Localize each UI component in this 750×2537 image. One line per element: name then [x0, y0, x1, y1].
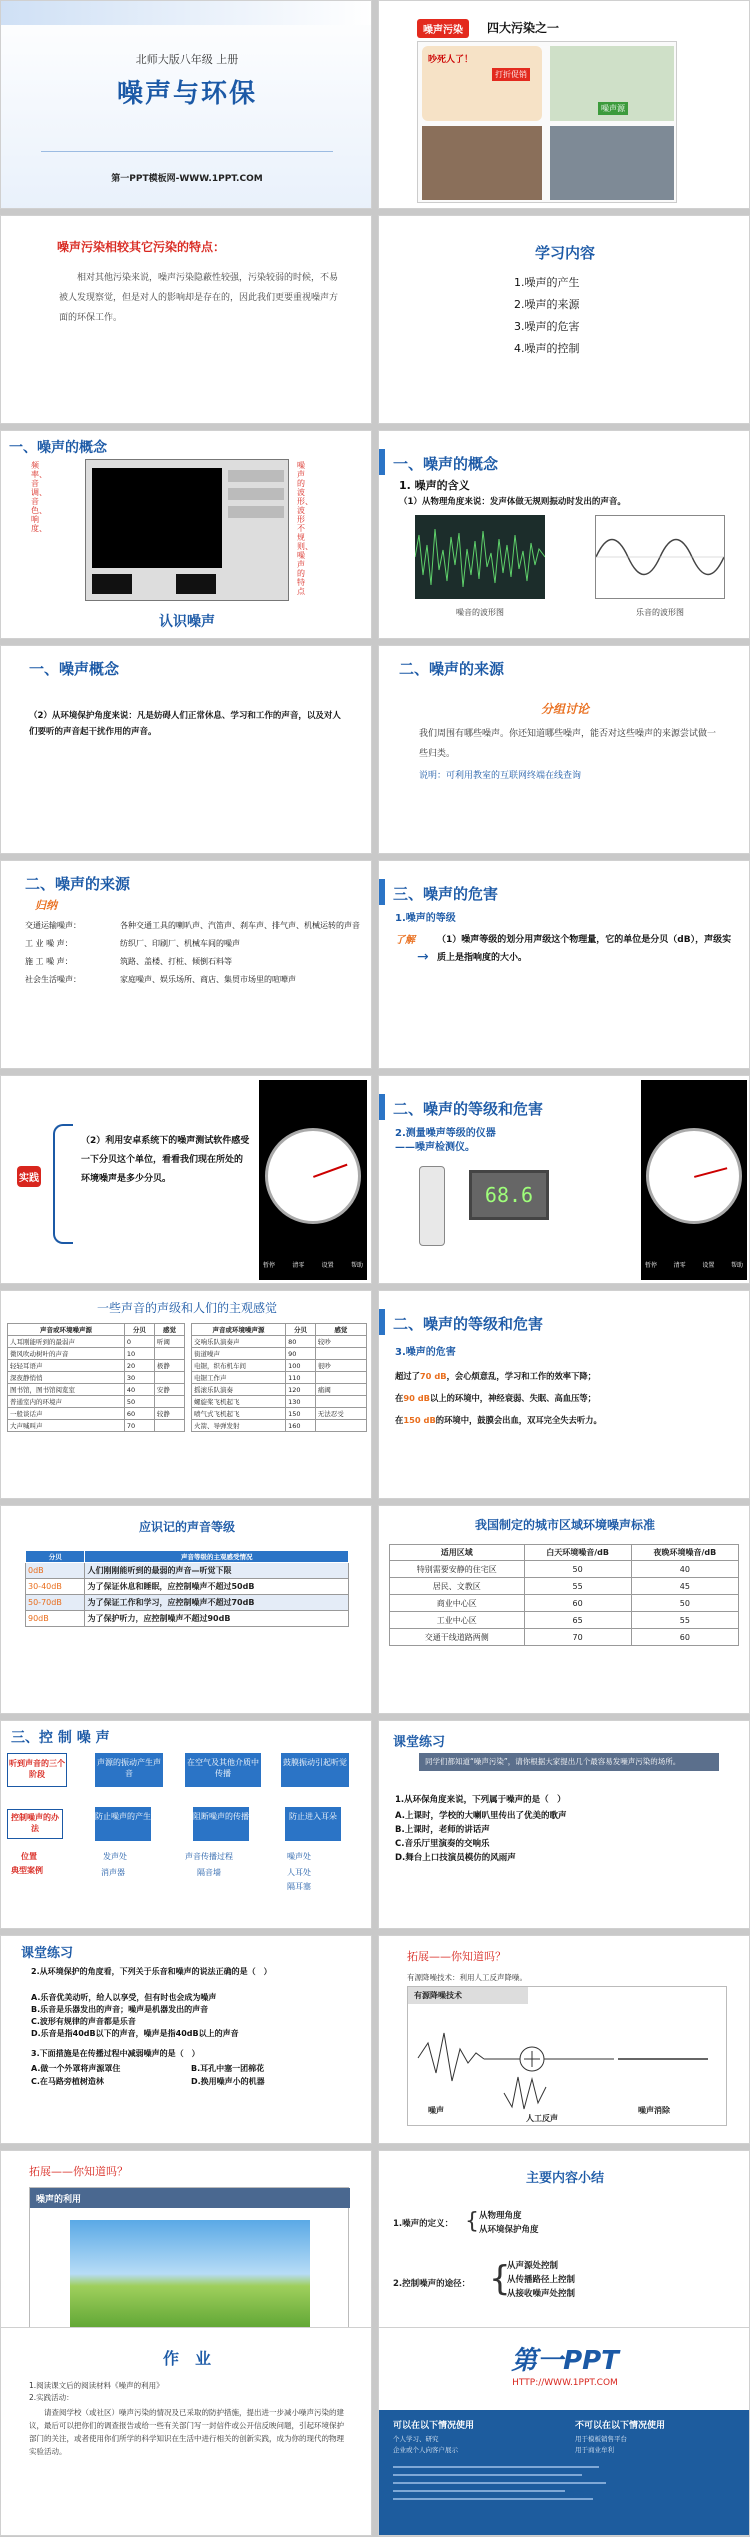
contents-item: 4.噪声的控制: [514, 342, 580, 355]
contents-list: [514, 272, 580, 360]
option[interactable]: C.在马路旁植树造林: [31, 2077, 104, 2086]
section-heading: 三、噪声的危害: [393, 885, 499, 903]
position-value: 噪声处: [287, 1852, 311, 1861]
slide-concept-3: [0, 645, 372, 854]
options-3: [31, 2062, 351, 2088]
site-label: 第一PPT模板网-WWW.1PPT.COM: [111, 174, 263, 184]
stages-box: 听到声音的三个阶段: [7, 1753, 67, 1787]
option[interactable]: B.上课时，老师的讲话声: [395, 1825, 490, 1835]
hazard-body: （1）噪声等级的划分用声级这个物理量，它的单位是分贝（dB），声级实质上是指响度的大小。: [437, 935, 732, 963]
allowed-heading: 可以在以下情况使用: [393, 2421, 475, 2431]
section-heading: 一、噪声概念: [29, 660, 120, 678]
music-waveform-caption: 乐音的波形图: [636, 608, 684, 617]
pause-label[interactable]: 暂停: [645, 1262, 658, 1269]
arrow-icon: →: [417, 949, 429, 965]
sound-meter-app: [259, 1080, 367, 1280]
help-label[interactable]: 帮助: [350, 1262, 363, 1269]
right-vertical-text: 噪声的波形、波形不规则、噪声的特点: [297, 461, 313, 596]
slide-sources-1: [378, 645, 750, 854]
case-value: 人耳处: [287, 1868, 311, 1877]
summary-key-2: 2.控制噪声的途径：: [393, 2279, 471, 2289]
case-value: 消声器: [101, 1868, 125, 1877]
levels-title: 一些声音的声级和人们的主观感觉: [96, 1301, 277, 1315]
field-photo: [70, 2220, 310, 2340]
case-value: 隔耳塞: [287, 1882, 311, 1891]
hazard-line: 在150 dB的环境中，鼓膜会出血，双耳完全失去听力。: [395, 1415, 602, 1425]
features-body: 相对其他污染来说，噪声污染隐蔽性较强，污染较弱的时候，不易被人发现察觉，但是对人的影响却是存在的，因此我们更要重视噪声方面的环保工作。: [59, 273, 339, 323]
anc-panel: [407, 1986, 727, 2126]
sub-heading: 1.噪声的等级: [395, 913, 456, 924]
four-pollution-label: 四大污染之一: [487, 21, 560, 35]
allowed-list: 个人学习、研究 企业或个人向客户展示: [393, 2435, 458, 2454]
options-2: [31, 1992, 239, 2040]
summary-key-1: 1.噪声的定义：: [393, 2219, 454, 2229]
brand-logo: 第一PPT: [511, 2346, 619, 2376]
stage-box: 在空气及其他介质中传播: [185, 1753, 261, 1787]
summary-tag: 归纳: [35, 899, 57, 912]
cartoon-caption-2: 打折促销: [492, 68, 530, 81]
slide-features: [0, 215, 372, 424]
source-row: 施 工 噪 声： 筑路、盖楼、打桩、倾倒石料等: [25, 957, 232, 966]
sub-heading: 3.噪声的危害: [395, 1347, 456, 1358]
oscilloscope-window: [85, 459, 289, 601]
sound-meter-app: [641, 1080, 747, 1280]
options-1: [395, 1809, 566, 1865]
position-value: 发声处: [103, 1852, 127, 1861]
section-heading: 三、控 制 噪 声: [11, 1730, 110, 1746]
noise-pollution-badge: 噪声污染: [417, 19, 469, 38]
concept-body: （2）从环境保护角度来说：凡是妨碍人们正常休息、学习和工作的声音，以及对人们要听的声音起干扰作用的声音。: [29, 711, 341, 737]
practice-body: （2）利用安卓系统下的噪声测试软件感受一下分贝这个单位，看看我们现在所处的环境噪声是多少分贝。: [81, 1136, 250, 1184]
option[interactable]: A.上课时，学校的大喇叭里传出了优美的歌声: [395, 1811, 567, 1821]
cartoon-caption-3: 噪声源: [598, 102, 628, 115]
contents-item: 3.噪声的危害: [514, 320, 580, 333]
slide-concept-1: [0, 430, 372, 639]
extension-heading: 拓展——你知道吗？: [407, 1950, 506, 1963]
forbidden-list: 用于模板销售平台 用于商业牟利: [575, 2435, 627, 2454]
slide-homework: [0, 2327, 372, 2536]
stage-box: 鼓膜振动引起听觉: [281, 1753, 349, 1787]
cancel-label: 噪声消除: [638, 2106, 670, 2115]
divider: [41, 151, 333, 152]
slide-hazards-2: [378, 1290, 750, 1499]
slide-cartoon: [378, 0, 750, 209]
summary-values-2: 从声源处控制 从传播路径上控制 从接收噪声处控制: [507, 2261, 576, 2299]
summary-brace: {: [465, 2209, 479, 2234]
option[interactable]: B.耳孔中塞一团棉花: [191, 2064, 265, 2073]
option[interactable]: D.换用噪声小的机器: [191, 2077, 265, 2086]
source-row: 交通运输噪声： 各种交通工具的喇叭声、汽笛声、刹车声、排气声、机械运转的声音: [25, 921, 360, 930]
reset-label[interactable]: 清零: [673, 1262, 686, 1269]
section-heading: 二、噪声的等级和危害: [393, 1100, 544, 1118]
meter-reading: 68.6: [484, 1183, 534, 1207]
help-label[interactable]: 帮助: [730, 1262, 743, 1269]
hazard-line: 在90 dB以上的环境中，神经衰弱、失眠、高血压等；: [395, 1393, 596, 1403]
levels-table-right: 声音或环境噪声源 分贝 感觉 交响乐队演奏声 80 较吵 街道噪声 90 电锯，织布机车间 100 很吵 电锯工作声 110 摇滚乐队演奏 120 痛阈 螺旋桨飞机起飞 130 喷气式飞机起飞 150 无法忍受 火箭、导弹发射 160: [191, 1323, 367, 1432]
sources-note: 说明：可利用教室的互联网终端在线查询: [419, 771, 582, 781]
position-label: 位置: [21, 1852, 37, 1861]
noise-waveform-caption: 噪音的波形图: [456, 608, 504, 617]
anc-label: 有源降噪技术: [408, 1987, 528, 2004]
contents-item: 2.噪声的来源: [514, 298, 580, 311]
slide-hazards-1: [378, 860, 750, 1069]
meter-sub-1: 2.测量噪声等级的仪器: [395, 1128, 496, 1139]
methods-box: 控制噪声的办法: [7, 1809, 63, 1839]
standards-title: 我国制定的城市区域环境噪声标准: [474, 1518, 655, 1532]
sources-list: [25, 919, 365, 986]
stage-box: 声源的振动产生声音: [95, 1753, 163, 1787]
contents-item: 1.噪声的产生: [514, 276, 580, 289]
section-heading: 二、噪声的等级和危害: [393, 1315, 544, 1333]
method-box: 防止噪声的产生: [95, 1807, 151, 1841]
slide-practice: [0, 1075, 372, 1284]
extension-heading: 拓展——你知道吗？: [29, 2165, 128, 2178]
features-heading: 噪声污染相较其它污染的特点：: [57, 240, 226, 254]
learn-tag: 了解: [395, 935, 415, 946]
method-box: 阻断噪声的传播: [193, 1807, 249, 1841]
section-heading: 二、噪声的来源: [399, 660, 505, 678]
slide-control: [0, 1720, 372, 1929]
standards-table: 适用区域 白天环境噪音/dB 夜晚环境噪音/dB 特别需要安静的住宅区 50 40 居民、文教区 55 45 商业中心区 60 50 工业中心区 65 55 交通干线道路两侧 70 60: [389, 1544, 739, 1646]
summary-brace: {: [489, 2259, 511, 2299]
remember-table: 分贝 声音等级的主观感受情况 0dB 人们刚刚能听到的最弱的声音—听觉下限 30-40dB 为了保证休息和睡眠，应控制噪声不超过50dB 50-70dB 为了保证工作和学习，应控制噪声不超过70dB 90dB 为了保护听力，应控制噪声不超过90dB: [25, 1550, 349, 1627]
contents-heading: 学习内容: [534, 244, 595, 262]
forbidden-heading: 不可以在以下情况使用: [575, 2421, 666, 2431]
slide-levels-table: [0, 1290, 372, 1499]
levels-table-left: 声音或环境噪声源 分贝 感觉 人耳刚能听到的最弱声 0 听阈 微风吹动树叶的声音 10 轻轻耳语声 20 极静 深夜静悄悄 30 图书馆，图书馆阅览室 40 安静 普通室内的环境声 50 一般谈话声 60 较静 大声喊叫声 70: [7, 1323, 185, 1432]
meter-sub-2: ——噪声检测仪。: [395, 1142, 475, 1153]
grade-label: 北师大版八年级 上册: [135, 53, 239, 66]
slide-exercise-2: [0, 1935, 372, 2144]
method-box: 防止进入耳朵: [285, 1807, 341, 1841]
practice-bracket: [53, 1124, 73, 1244]
exercise-heading: 课堂练习: [393, 1735, 446, 1750]
left-vertical-text: 频率、音调、音色、响度、: [31, 461, 47, 533]
remember-title: 应识记的声音等级: [138, 1520, 235, 1534]
option[interactable]: D.舞台上口技演员模仿的风雨声: [395, 1853, 516, 1863]
option[interactable]: A.做一个外罩将声源罩住: [31, 2064, 121, 2073]
exercise-heading: 课堂练习: [21, 1946, 74, 1961]
noise-use-label: 噪声的利用: [30, 2188, 350, 2208]
settings-label[interactable]: 设置: [702, 1262, 715, 1269]
summary-values-1: 从物理角度 从环境保护角度: [479, 2211, 539, 2235]
links-block: [393, 2460, 737, 2528]
question-2: 2.从环境保护的角度看，下列关于乐音和噪声的说法正确的是（ ）: [31, 1967, 272, 1976]
option[interactable]: C.波形有规律的声音都是乐音: [31, 2017, 136, 2026]
concept-caption: 认识噪声: [159, 614, 215, 630]
pause-label[interactable]: 暂停: [263, 1262, 276, 1269]
anti-noise-label: 人工反声: [526, 2114, 558, 2123]
meter-display: [469, 1170, 549, 1220]
noise-label: 噪声: [428, 2106, 444, 2115]
cartoon-image: [417, 41, 677, 203]
option[interactable]: A.乐音优美动听，给人以享受，但有时也会成为噪声: [31, 1993, 217, 2002]
settings-label[interactable]: 设置: [321, 1262, 334, 1269]
cases-label: 典型案例: [11, 1866, 43, 1875]
homework-line: 2.实践活动：: [29, 2393, 74, 2402]
slide-ending: [378, 2327, 750, 2536]
slide-sources-2: [0, 860, 372, 1069]
section-heading: 一、噪声的概念: [393, 455, 499, 473]
option[interactable]: C.音乐厅里演奏的交响乐: [395, 1839, 490, 1849]
slide-extension-1: [378, 1935, 750, 2144]
position-value: 声音传播过程: [185, 1852, 233, 1861]
source-row: 社会生活噪声： 家庭噪声、娱乐场所、商店、集贸市场里的喧嘩声: [25, 975, 296, 984]
slide-title: [0, 0, 372, 209]
noise-waveform: [415, 515, 545, 599]
case-value: 隔音墙: [197, 1868, 221, 1877]
question-1: 1.从环保角度来说，下列属于噪声的是（ ）: [395, 1795, 566, 1805]
handheld-meter: [419, 1166, 445, 1246]
sources-body: 我们周围有哪些噪声。你还知道哪些噪声，能否对这些噪声的来源尝试做一些归类。: [419, 729, 717, 759]
question-3: 3.下面措施是在传播过程中减弱噪声的是（ ）: [31, 2049, 200, 2058]
definition: （1）从物理角度来说：发声体做无规则振动时发出的声音。: [399, 497, 626, 507]
practice-tag: 实践: [17, 1166, 41, 1187]
option[interactable]: D.乐音是指40dB以下的声音，噪声是指40dB以上的声音: [31, 2029, 239, 2038]
option[interactable]: B.乐音是乐器发出的声音；噪声是机器发出的声音: [31, 2005, 209, 2014]
slide-standards: [378, 1505, 750, 1714]
page-title: 噪声与环保: [116, 79, 257, 109]
slide-remember-levels: [0, 1505, 372, 1714]
hazard-line: 超过了70 dB，会心烦意乱，学习和工作的效率下降；: [395, 1371, 596, 1381]
section-heading: 一、噪声的概念: [9, 440, 107, 456]
discussion-tag: 分组讨论: [540, 702, 589, 716]
slide-meter: [378, 1075, 750, 1284]
sub-heading: 1. 噪声的含义: [399, 479, 470, 492]
noise-use-panel: [29, 2187, 349, 2349]
homework-line: 1.阅读课文后的阅读材料《噪声的利用》: [29, 2381, 164, 2390]
hazard-lines: [395, 1365, 745, 1431]
music-waveform: [595, 515, 725, 599]
slide-exercise-1: [378, 1720, 750, 1929]
exercise-banner: 同学们都知道“噪声污染”，请你根据大家提出几个最容易发噪声污染的场所。: [419, 1753, 719, 1771]
brand-url: HTTP://WWW.1PPT.COM: [512, 2378, 618, 2388]
homework-heading: 作 业: [162, 2349, 211, 2368]
section-heading: 二、噪声的来源: [25, 875, 131, 893]
slide-contents: [378, 215, 750, 424]
reset-label[interactable]: 清零: [292, 1262, 305, 1269]
extension-intro: 有源降噪技术：利用人工反声降噪。: [407, 1973, 527, 1982]
homework-body: 请查阅学校（或社区）噪声污染的情况及已采取的防护措施，提出进一步减小噪声污染的建议，最后可以把你们的调查报告或给一些有关部门写一封信件或公开信反映问题，引起环境保护部门的关注，或者使用你们所学的科学知识在生活中进行相关的创新实践，成为你的现代的物理实验活动。: [29, 2408, 344, 2456]
summary-heading: 主要内容小结: [525, 2171, 604, 2186]
cartoon-caption-1: 吵死人了！: [428, 55, 474, 65]
source-row: 工 业 噪 声： 纺织厂、印刷厂、机械车间的噪声: [25, 939, 240, 948]
slide-concept-2: [378, 430, 750, 639]
